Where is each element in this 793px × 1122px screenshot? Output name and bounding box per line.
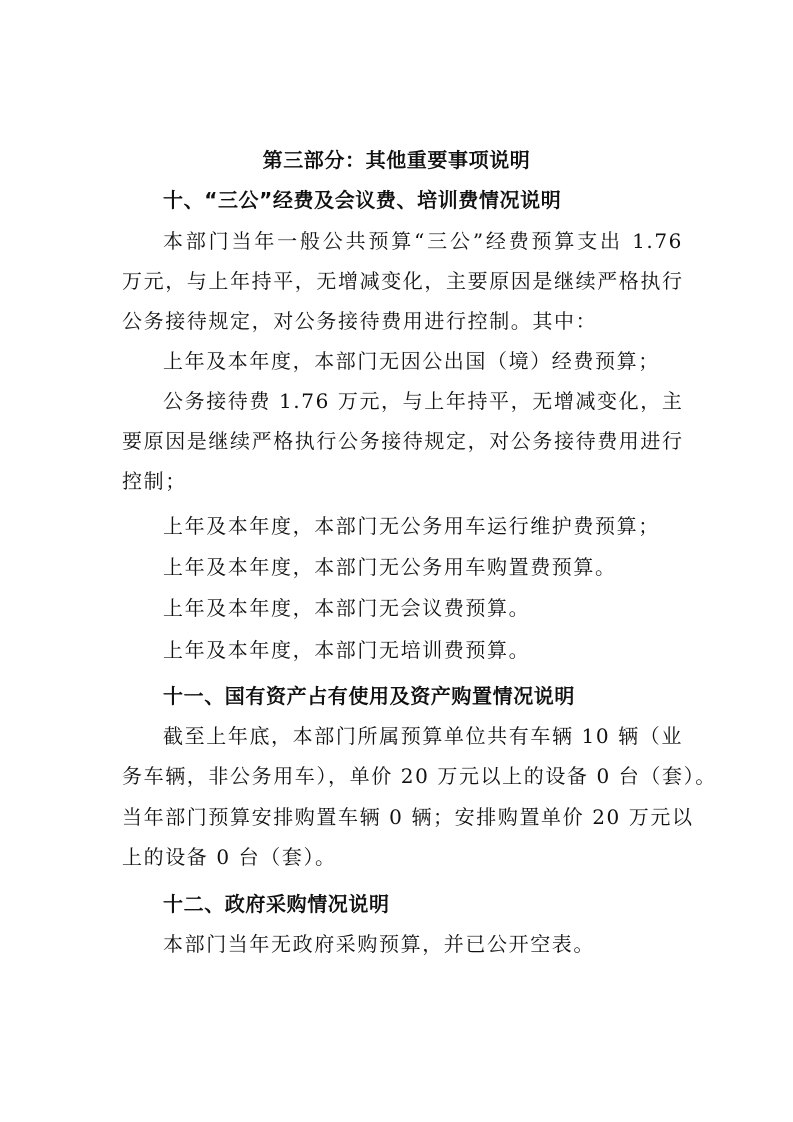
paragraph-line: 上年及本年度，本部门无公务用车购置费预算。 [163, 555, 617, 579]
paragraph-line: 公务接待规定，对公务接待费用进行控制。其中： [122, 309, 598, 333]
paragraph-line: 要原因是继续严格执行公务接待规定，对公务接待费用进行 [122, 429, 684, 453]
part-title: 第三部分：其他重要事项说明 [262, 148, 531, 172]
paragraph-line: 万元，与上年持平，无增减变化，主要原因是继续严格执行 [122, 269, 684, 293]
paragraph-line: 上年及本年度，本部门无会议费预算。 [163, 596, 531, 620]
paragraph-line: 截至上年底，本部门所属预算单位共有车辆 10 辆（业 [163, 724, 683, 748]
paragraph-line: 上年及本年度，本部门无培训费预算。 [163, 638, 531, 662]
section-heading: 十一、国有资产占有使用及资产购置情况说明 [163, 684, 575, 708]
paragraph-line: 上年及本年度，本部门无因公出国（境）经费预算； [163, 349, 660, 373]
paragraph-line: 上的设备 0 台（套）。 [122, 845, 337, 869]
section-heading: 十二、政府采购情况说明 [163, 892, 390, 916]
paragraph-line: 务车辆，非公务用车），单价 20 万元以上的设备 0 台（套）。 [122, 764, 717, 788]
paragraph-line: 当年部门预算安排购置车辆 0 辆；安排购置单价 20 万元以 [122, 805, 694, 829]
section-heading: 十、“三公”经费及会议费、培训费情况说明 [163, 188, 562, 212]
paragraph-line: 控制； [122, 469, 187, 493]
paragraph-line: 公务接待费 1.76 万元，与上年持平，无增减变化，主 [163, 389, 684, 413]
paragraph-line: 本部门当年无政府采购预算，并已公开空表。 [163, 932, 595, 956]
paragraph-line: 上年及本年度，本部门无公务用车运行维护费预算； [163, 514, 660, 538]
paragraph-line: 本部门当年一般公共预算“三公”经费预算支出 1.76 [163, 229, 683, 253]
